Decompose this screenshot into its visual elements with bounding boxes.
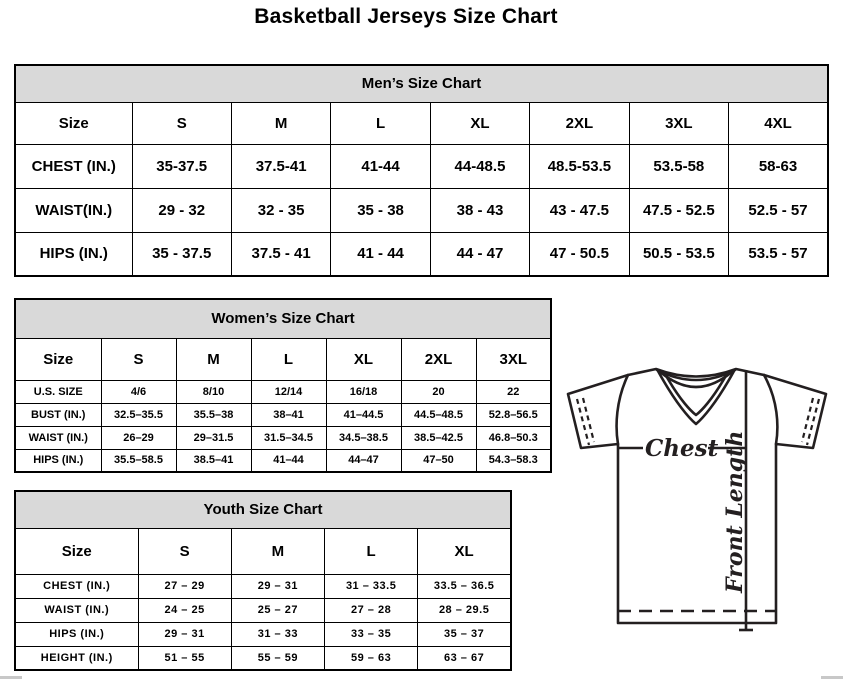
front-length-label: Front Length bbox=[722, 430, 748, 593]
women-table-row bbox=[15, 380, 551, 403]
men-table-title: Men’s Size Chart bbox=[15, 65, 828, 102]
men-column-header: S bbox=[132, 102, 231, 144]
women-value-cell: 35.5–58.5 bbox=[101, 449, 176, 472]
left-cuff-dashes-2 bbox=[583, 398, 594, 442]
youth-value-cell: 27 – 28 bbox=[325, 598, 418, 622]
women-value-cell: 29–31.5 bbox=[176, 426, 251, 449]
youth-table-row bbox=[15, 574, 511, 598]
youth-value-cell: 28 – 29.5 bbox=[418, 598, 511, 622]
jersey-outline bbox=[568, 369, 826, 623]
men-value-cell: 50.5 - 53.5 bbox=[629, 232, 728, 276]
women-value-cell: 41–44 bbox=[251, 449, 326, 472]
youth-table-title: Youth Size Chart bbox=[15, 491, 511, 528]
youth-value-cell: 25 – 27 bbox=[231, 598, 324, 622]
youth-row-label: CHEST (IN.) bbox=[15, 574, 138, 598]
women-value-cell: 16/18 bbox=[326, 380, 401, 403]
women-value-cell: 32.5–35.5 bbox=[101, 403, 176, 426]
women-value-cell: 38.5–42.5 bbox=[401, 426, 476, 449]
men-value-cell: 35-37.5 bbox=[132, 144, 231, 188]
men-table-row bbox=[15, 188, 828, 232]
women-row-label: WAIST (IN.) bbox=[15, 426, 101, 449]
men-value-cell: 47 - 50.5 bbox=[530, 232, 629, 276]
women-value-cell: 20 bbox=[401, 380, 476, 403]
women-value-cell: 46.8–50.3 bbox=[476, 426, 551, 449]
vneck-inner bbox=[664, 372, 728, 415]
left-armhole-seam bbox=[617, 375, 628, 444]
youth-value-cell: 55 – 59 bbox=[231, 646, 324, 670]
youth-row-label: WAIST (IN.) bbox=[15, 598, 138, 622]
women-value-cell: 35.5–38 bbox=[176, 403, 251, 426]
men-column-header: XL bbox=[430, 102, 529, 144]
men-value-cell: 37.5-41 bbox=[231, 144, 330, 188]
jersey-diagram-svg bbox=[556, 358, 840, 650]
women-value-cell: 38.5–41 bbox=[176, 449, 251, 472]
youth-value-cell: 59 – 63 bbox=[325, 646, 418, 670]
men-row-label: CHEST (IN.) bbox=[15, 144, 132, 188]
men-table-row bbox=[15, 232, 828, 276]
women-column-header: M bbox=[176, 338, 251, 380]
youth-column-header: L bbox=[325, 528, 418, 574]
women-value-cell: 44.5–48.5 bbox=[401, 403, 476, 426]
men-value-cell: 29 - 32 bbox=[132, 188, 231, 232]
youth-value-cell: 29 – 31 bbox=[231, 574, 324, 598]
women-value-cell: 26–29 bbox=[101, 426, 176, 449]
women-column-header: 2XL bbox=[401, 338, 476, 380]
jersey-measurement-diagram bbox=[556, 358, 840, 650]
men-value-cell: 41 - 44 bbox=[331, 232, 430, 276]
youth-row-label: HIPS (IN.) bbox=[15, 622, 138, 646]
youth-value-cell: 27 – 29 bbox=[138, 574, 231, 598]
women-value-cell: 41–44.5 bbox=[326, 403, 401, 426]
men-value-cell: 44 - 47 bbox=[430, 232, 529, 276]
men-column-header: Size bbox=[15, 102, 132, 144]
youth-value-cell: 29 – 31 bbox=[138, 622, 231, 646]
women-row-label: BUST (IN.) bbox=[15, 403, 101, 426]
youth-value-cell: 31 – 33 bbox=[231, 622, 324, 646]
youth-value-cell: 24 – 25 bbox=[138, 598, 231, 622]
women-column-header: L bbox=[251, 338, 326, 380]
women-column-header: S bbox=[101, 338, 176, 380]
women-value-cell: 34.5–38.5 bbox=[326, 426, 401, 449]
youth-value-cell: 35 – 37 bbox=[418, 622, 511, 646]
youth-value-cell: 31 – 33.5 bbox=[325, 574, 418, 598]
women-value-cell: 31.5–34.5 bbox=[251, 426, 326, 449]
women-column-header: XL bbox=[326, 338, 401, 380]
women-value-cell: 38–41 bbox=[251, 403, 326, 426]
men-value-cell: 48.5-53.5 bbox=[530, 144, 629, 188]
women-table-title: Women’s Size Chart bbox=[15, 299, 551, 338]
men-table-row bbox=[15, 144, 828, 188]
youth-column-header: S bbox=[138, 528, 231, 574]
men-value-cell: 35 - 37.5 bbox=[132, 232, 231, 276]
youth-table-row bbox=[15, 646, 511, 670]
men-value-cell: 41-44 bbox=[331, 144, 430, 188]
right-armhole-seam bbox=[764, 375, 777, 444]
women-value-cell: 54.3–58.3 bbox=[476, 449, 551, 472]
women-value-cell: 4/6 bbox=[101, 380, 176, 403]
mens-size-table bbox=[14, 64, 829, 277]
men-value-cell: 44-48.5 bbox=[430, 144, 529, 188]
men-value-cell: 52.5 - 57 bbox=[729, 188, 828, 232]
men-value-cell: 32 - 35 bbox=[231, 188, 330, 232]
men-value-cell: 37.5 - 41 bbox=[231, 232, 330, 276]
youth-column-header: XL bbox=[418, 528, 511, 574]
men-value-cell: 35 - 38 bbox=[331, 188, 430, 232]
youth-row-label: HEIGHT (IN.) bbox=[15, 646, 138, 670]
right-cuff-dashes-2 bbox=[802, 398, 813, 442]
women-row-label: U.S. SIZE bbox=[15, 380, 101, 403]
women-column-header: Size bbox=[15, 338, 101, 380]
womens-size-table bbox=[14, 298, 552, 473]
men-value-cell: 53.5 - 57 bbox=[729, 232, 828, 276]
women-value-cell: 22 bbox=[476, 380, 551, 403]
men-column-header: 3XL bbox=[629, 102, 728, 144]
youth-table-row bbox=[15, 622, 511, 646]
youth-value-cell: 51 – 55 bbox=[138, 646, 231, 670]
women-value-cell: 8/10 bbox=[176, 380, 251, 403]
women-value-cell: 44–47 bbox=[326, 449, 401, 472]
men-column-header: M bbox=[231, 102, 330, 144]
women-table-row bbox=[15, 403, 551, 426]
women-value-cell: 12/14 bbox=[251, 380, 326, 403]
youth-table-row bbox=[15, 598, 511, 622]
women-value-cell: 52.8–56.5 bbox=[476, 403, 551, 426]
men-column-header: 4XL bbox=[729, 102, 828, 144]
right-cuff-dashes bbox=[807, 399, 819, 445]
women-row-label: HIPS (IN.) bbox=[15, 449, 101, 472]
men-row-label: WAIST(IN.) bbox=[15, 188, 132, 232]
youth-value-cell: 33 – 35 bbox=[325, 622, 418, 646]
page-title: Basketball Jerseys Size Chart bbox=[254, 5, 558, 28]
men-value-cell: 53.5-58 bbox=[629, 144, 728, 188]
youth-size-table bbox=[14, 490, 512, 671]
men-value-cell: 38 - 43 bbox=[430, 188, 529, 232]
men-value-cell: 47.5 - 52.5 bbox=[629, 188, 728, 232]
chest-label: Chest bbox=[645, 435, 719, 462]
youth-value-cell: 63 – 67 bbox=[418, 646, 511, 670]
women-table-row bbox=[15, 426, 551, 449]
men-value-cell: 58-63 bbox=[729, 144, 828, 188]
men-column-header: L bbox=[331, 102, 430, 144]
women-column-header: 3XL bbox=[476, 338, 551, 380]
youth-column-header: M bbox=[231, 528, 324, 574]
women-value-cell: 47–50 bbox=[401, 449, 476, 472]
men-row-label: HIPS (IN.) bbox=[15, 232, 132, 276]
youth-column-header: Size bbox=[15, 528, 138, 574]
women-table-row bbox=[15, 449, 551, 472]
men-value-cell: 43 - 47.5 bbox=[530, 188, 629, 232]
men-column-header: 2XL bbox=[530, 102, 629, 144]
youth-value-cell: 33.5 – 36.5 bbox=[418, 574, 511, 598]
